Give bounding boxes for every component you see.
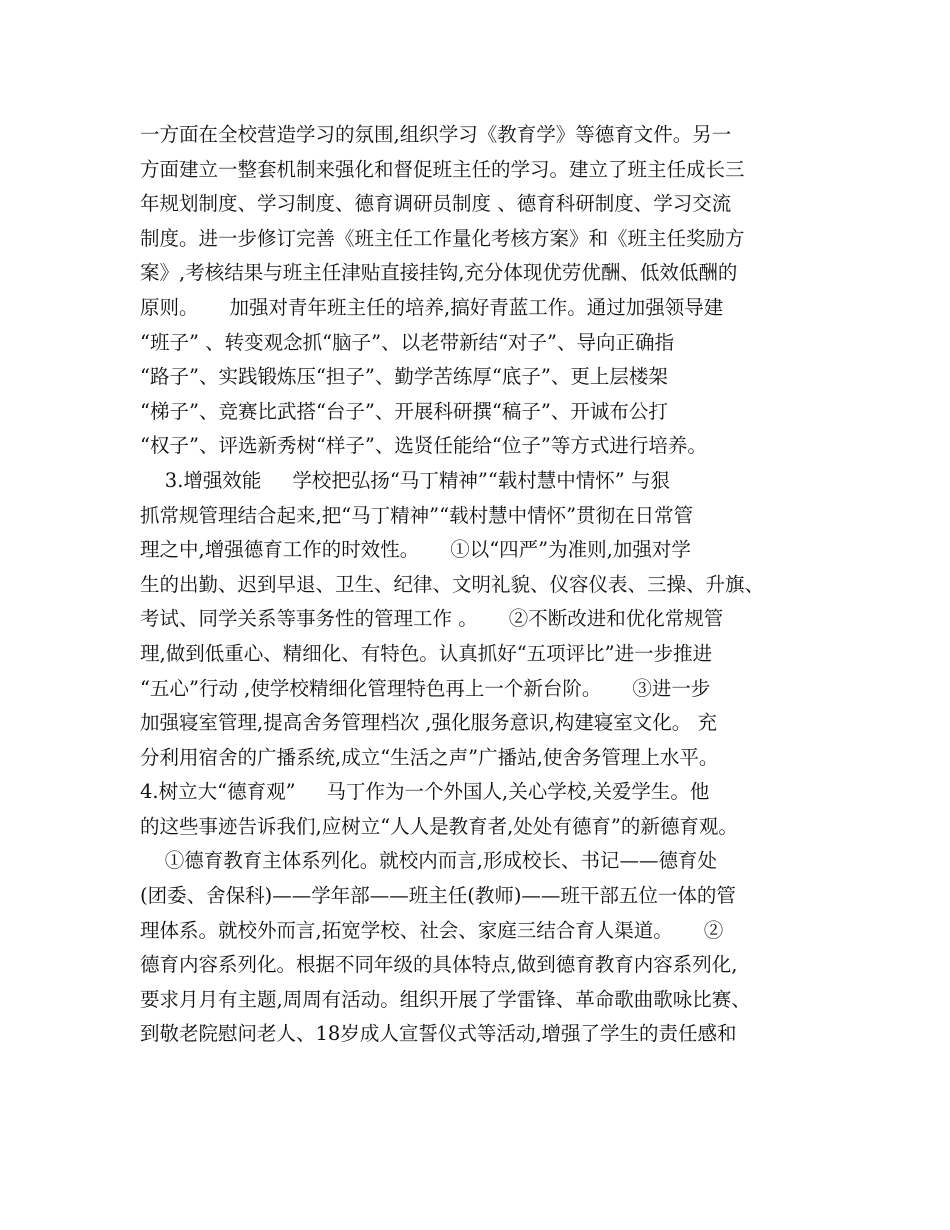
text-line: 考试、同学关系等事务性的管理工作 。 ②不断改进和优化常规管: [140, 607, 724, 631]
text-line: 德育内容系列化。根据不同年级的具体特点,做到德育教育内容系列化,: [140, 953, 738, 977]
text-line: “班子” 、转变观念抓“脑子”、以老带新结“对子”、导向正确指: [140, 330, 675, 354]
text-line: 方面建立一整套机制来强化和督促班主任的学习。建立了班主任成长三: [140, 157, 745, 181]
text-line: ①德育教育主体系列化。就校内而言,形成校长、书记——德育处: [140, 849, 717, 873]
text-line: 一方面在全校营造学习的氛围,组织学习《教育学》等德育文件。另一: [140, 123, 732, 146]
text-line: 3.增强效能 学校把弘扬“马丁精神”“载村慧中情怀” 与狠: [140, 468, 670, 492]
text-line: 加强寝室管理,提高舍务管理档次 ,强化服务意识,构建寝室文化。 充: [140, 711, 717, 735]
text-line: 案》,考核结果与班主任津贴直接挂钩,充分体现优劳优酬、低效低酬的: [140, 261, 738, 285]
text-line: “五心”行动 ,使学校精细化管理特色再上一个新台阶。 ③进一步: [140, 676, 711, 700]
text-line: 制度。进一步修订完善《班主任工作量化考核方案》和《班主任奖励方: [140, 226, 745, 250]
body-text: [140, 118, 830, 1052]
text-line: 抓常规管理结合起来,把“马丁精神”“载村慧中情怀”贯彻在日常管: [140, 503, 694, 527]
text-line: 4.树立大“德育观” 马丁作为一个外国人,关心学校,关爱学生。他: [140, 780, 710, 804]
text-line: “梯子”、竞赛比武搭“台子”、开展科研撰“稿子”、开诚布公打: [140, 399, 668, 423]
text-line: 要求月月有主题,周周有活动。组织开展了学雷锋、革命歌曲歌咏比赛、: [140, 987, 751, 1011]
text-line: 分利用宿舍的广播系统,成立“生活之声”广播站,使舍务管理上水平。: [140, 745, 719, 769]
text-line: 理体系。就校外而言,拓宽学校、社会、家庭三结合育人渠道。 ②: [140, 918, 724, 942]
text-line: 生的出勤、迟到早退、卫生、纪律、文明礼貌、仪容仪表、三操、升旗、: [140, 572, 765, 596]
text-line: (团委、舍保科)——学年部——班主任(教师)——班干部五位一体的管: [140, 884, 736, 908]
text-line: 到敬老院慰问老人、18岁成人宣誓仪式等活动,增强了学生的责任感和: [140, 1022, 737, 1046]
text-line: 的这些事迹告诉我们,应树立“人人是教育者,处处有德育”的新德育观。: [140, 814, 738, 838]
text-line: 年规划制度、学习制度、德育调研员制度 、德育科研制度、学习交流: [140, 192, 732, 216]
text-line: “权子”、评选新秀树“样子”、选贤任能给“位子”等方式进行培养。: [140, 434, 707, 458]
text-line: 原则。 加强对青年班主任的培养,搞好青蓝工作。通过加强领导建: [140, 295, 724, 319]
text-line: 理,做到低重心、精细化、有特色。认真抓好“五项评比”进一步推进: [140, 641, 713, 665]
text-line: “路子”、实践锻炼压“担子”、勤学苦练厚“底子”、更上层楼架: [140, 365, 668, 389]
text-line: 理之中,增强德育工作的时效性。 ①以“四严”为准则,加强对学: [140, 538, 691, 562]
